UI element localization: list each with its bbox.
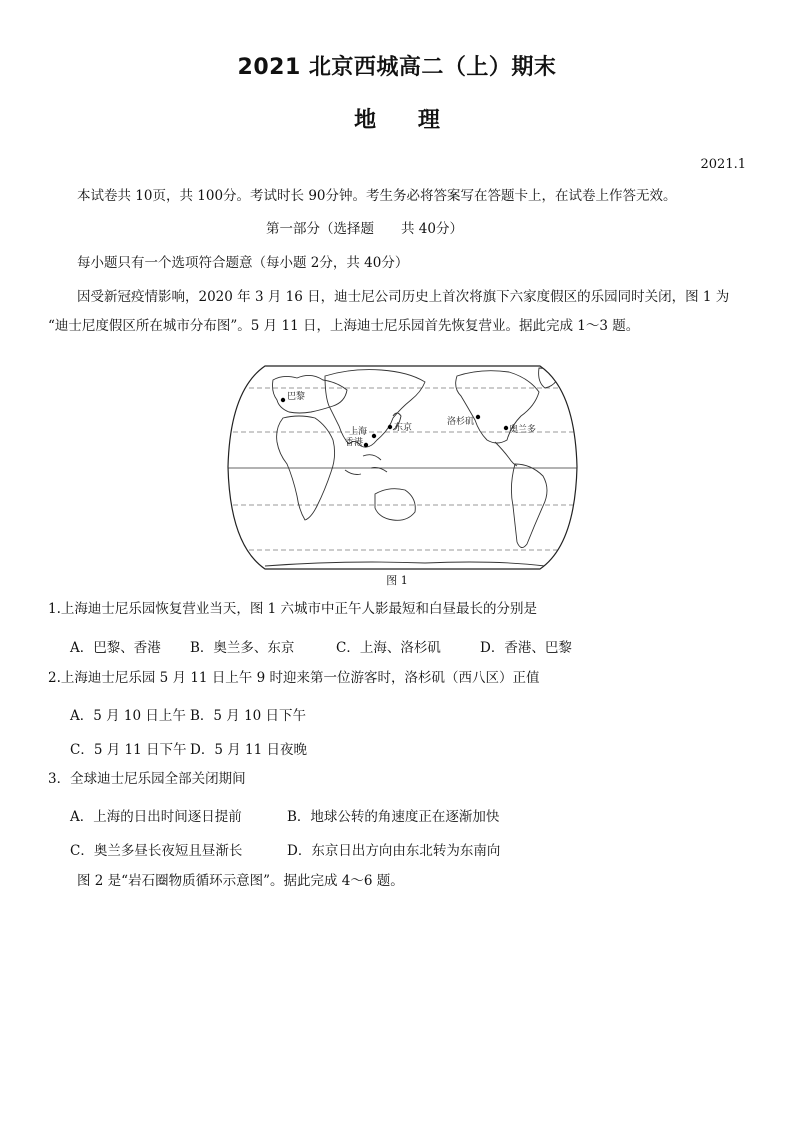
city-label-shanghai: 上海 [349, 427, 368, 437]
q2-option-a: A．5 月 10 日上午 [70, 708, 186, 724]
city-dot-shanghai [372, 434, 376, 438]
q3-option-d: D．东京日出方向由东北转为东南向 [287, 843, 501, 859]
passage2-line1: 图 2 是“岩石圈物质循环示意图”。据此完成 4～6 题。 [77, 873, 404, 889]
q2-option-c: C．5 月 11 日下午 [70, 742, 187, 758]
q1-option-b: B．奥兰多、东京 [190, 640, 295, 656]
exam-date: 2021.1 [700, 157, 746, 172]
city-dot-orlando [504, 426, 508, 430]
city-label-losangeles: 洛杉矶 [447, 417, 475, 427]
q3-option-a: A．上海的日出时间逐日提前 [70, 809, 242, 825]
q1-option-c: C．上海、洛杉矶 [336, 640, 441, 656]
city-label-paris: 巴黎 [287, 392, 306, 402]
passage1-line1: 因受新冠疫情影响，2020 年 3 月 16 日，迪士尼公司历史上首次将旗下六家度假区的乐园同时关闭，图 1 为 [77, 289, 730, 305]
city-label-orlando: 奥兰多 [509, 425, 537, 435]
passage1-line2: “迪士尼度假区所在城市分布图”。5 月 11 日，上海迪士尼乐园首先恢复营业。据此完成 1～3 题。 [48, 318, 640, 334]
exam-instructions: 本试卷共 10页，共 100分。考试时长 90分钟。考生务必将答案写在答题卡上，在试卷上作答无效。 [77, 188, 677, 204]
q1-option-a: A．巴黎、香港 [70, 640, 161, 656]
q2-option-d: D．5 月 11 日夜晚 [190, 742, 307, 758]
part-note: 每小题只有一个选项符合题意（每小题 2分，共 40分） [77, 255, 409, 271]
world-map-figure [225, 360, 580, 575]
map-frame [228, 366, 577, 569]
world-map [225, 360, 580, 575]
city-dot-losangeles [476, 415, 480, 419]
exam-title: 2021 北京西城高二（上）期末 [237, 55, 557, 80]
subject-heading: 地 理 [354, 108, 440, 133]
q1-option-d: D．香港、巴黎 [480, 640, 572, 656]
city-dot-paris [281, 398, 285, 402]
question-2-stem: 2.上海迪士尼乐园 5 月 11 日上午 9 时迎来第一位游客时，洛杉矶（西八区）正值 [48, 670, 540, 686]
q3-option-c: C．奥兰多昼长夜短且昼渐长 [70, 843, 243, 859]
city-dot-tokyo [388, 425, 392, 429]
q3-option-b: B．地球公转的角速度正在逐渐加快 [287, 809, 500, 825]
question-3-stem: 3．全球迪士尼乐园全部关闭期间 [48, 771, 246, 787]
city-label-tokyo: 东京 [394, 423, 413, 433]
q2-option-b: B．5 月 10 日下午 [190, 708, 307, 724]
figure1-caption: 图 1 [386, 574, 408, 587]
city-label-hongkong: 香港 [345, 438, 364, 448]
question-1-stem: 1.上海迪士尼乐园恢复营业当天，图 1 六城市中正午人影最短和白昼最长的分别是 [48, 601, 538, 617]
city-dot-hongkong [364, 443, 368, 447]
part-heading: 第一部分（选择题 共 40分） [266, 221, 463, 237]
